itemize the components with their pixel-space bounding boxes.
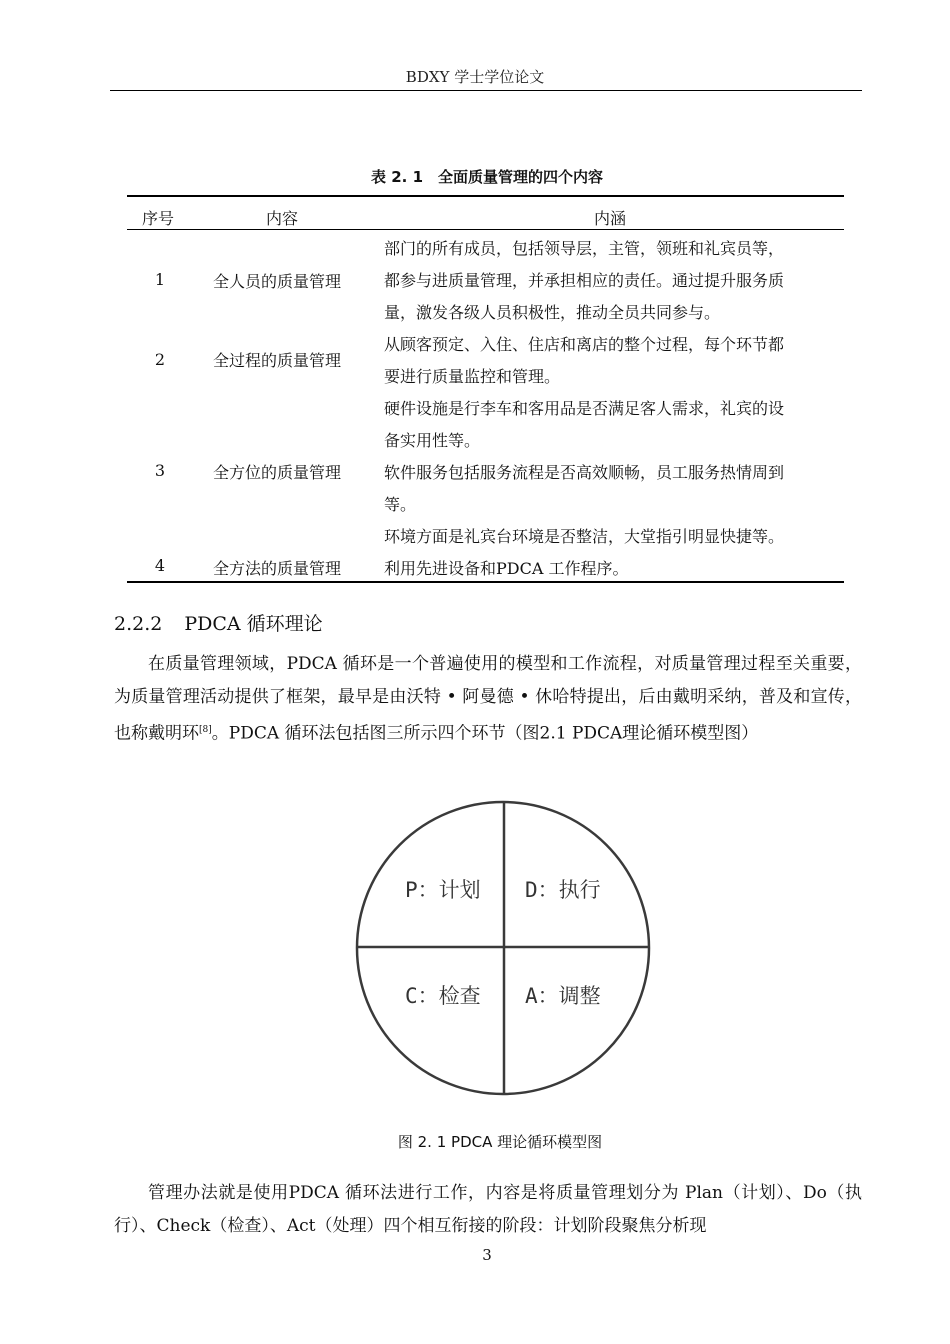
body-paragraph-2: 管理办法就是使用PDCA 循环法进行工作，内容是将质量管理划分为 Plan（计划）、Do（执行）、Check（检查）、Act（处理）四个相互衔接的阶段：计划阶段聚焦分析现 [114, 1183, 862, 1236]
row-1-line: 量，激发各级人员积极性，推动全员共同参与。 [384, 303, 721, 322]
row-4-line: 利用先进设备和PDCA 工作程序。 [384, 559, 629, 578]
row-4-content: 全方法的质量管理 [213, 559, 342, 578]
page-number: 3 [482, 1246, 492, 1264]
row-4-meaning [384, 553, 844, 585]
citation: [8] [199, 725, 212, 735]
row-1-line: 部门的所有成员，包括领导层，主管，领班和礼宾员等， [384, 239, 785, 258]
row-3-line: 备实用性等。 [384, 431, 481, 450]
running-header: BDXY 学士学位论文 [405, 68, 545, 86]
row-2-line: 要进行质量监控和管理。 [384, 367, 561, 386]
row-3-meaning [384, 393, 844, 553]
quadrant-do-label: D：执行 [525, 878, 601, 902]
section-heading [114, 609, 345, 636]
quadrant-check-label: C：检查 [405, 984, 481, 1008]
col-header-seq: 序号 [142, 209, 175, 228]
figure-caption: 图 2. 1 PDCA 理论循环模型图 [397, 1133, 603, 1151]
row-2-content: 全过程的质量管理 [213, 351, 342, 370]
row-3-line: 硬件设施是行李车和客用品是否满足客人需求，礼宾的设 [384, 399, 785, 418]
row-1-meaning [384, 233, 844, 329]
header-rule [110, 90, 862, 91]
col-header-meaning: 内涵 [594, 209, 627, 228]
row-4-seq: 4 [154, 556, 166, 575]
row-3-content: 全方位的质量管理 [213, 463, 342, 482]
quadrant-act-label: A：调整 [525, 984, 601, 1008]
paragraph-text: 。PDCA 循环法包括图三所示四个环节（图2.1 PDCA理论循环模型图） [211, 723, 759, 744]
table-caption: 表 2. 1 全面质量管理的四个内容 [370, 168, 604, 186]
paragraph-text: 在质量管理领域，PDCA 循环是一个普遍使用的模型和工作流程，对质量管理过程至关重要，为质量管理活动提供了框架，最早是由沃特 • 阿曼德 • 休哈特提出，后由戴明采纳，普及和宣传，也称戴明环 [114, 654, 862, 744]
col-header-content: 内容 [266, 209, 299, 228]
table-top-rule [127, 195, 844, 197]
section-number: 2.2.2 [114, 613, 163, 635]
row-3-line: 软件服务包括服务流程是否高效顺畅，员工服务热情周到 [384, 463, 785, 482]
body-paragraph-1 [114, 648, 862, 751]
row-2-seq: 2 [154, 350, 166, 369]
row-2-line: 从顾客预定、入住、住店和离店的整个过程，每个环节都 [384, 335, 785, 354]
pdca-cycle-figure [348, 793, 658, 1103]
row-3-seq: 3 [154, 461, 166, 480]
quadrant-plan-label: P：计划 [405, 878, 481, 902]
row-2-meaning [384, 329, 844, 393]
row-1-content: 全人员的质量管理 [213, 272, 342, 291]
row-3-line: 等。 [384, 495, 417, 514]
row-3-line: 环境方面是礼宾台环境是否整洁，大堂指引明显快捷等。 [384, 527, 785, 546]
table-header-rule [127, 229, 844, 230]
row-1-line: 都参与进质量管理，并承担相应的责任。通过提升服务质 [384, 271, 785, 290]
section-title: PDCA 循环理论 [184, 613, 323, 635]
row-1-seq: 1 [154, 270, 166, 289]
